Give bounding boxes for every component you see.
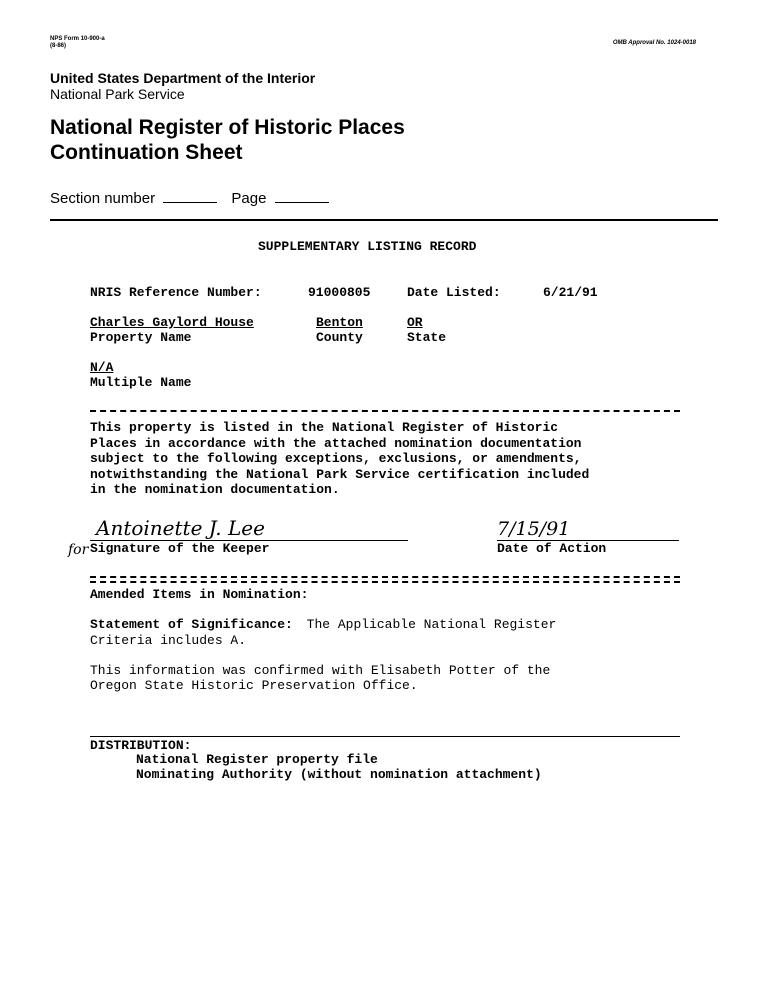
signature-prefix: for	[68, 542, 89, 558]
double-dashed-divider	[90, 576, 680, 583]
statement-line: in the nomination documentation.	[90, 482, 340, 497]
distribution-item: National Register property file	[136, 752, 378, 767]
info-line-1: This information was confirmed with Elisabeth Potter of the	[90, 663, 551, 678]
info-line-2: Oregon State Historic Preservation Office.	[90, 678, 418, 693]
date-listed-value: 6/21/91	[543, 285, 598, 300]
state-value: OR	[407, 315, 423, 330]
amended-heading: Amended Items in Nomination:	[90, 587, 309, 602]
omb-approval: OMB Approval No. 1024-0018	[612, 40, 696, 46]
nris-label: NRIS Reference Number:	[90, 285, 262, 300]
dashed-divider	[90, 410, 680, 412]
date-of-action-label: Date of Action	[497, 541, 607, 556]
significance-line-1	[90, 617, 556, 633]
section-number-blank	[163, 190, 217, 203]
county-value: Benton	[316, 315, 363, 330]
form-number-text: NPS Form 10-900-a	[50, 36, 105, 42]
statement-line: Places in accordance with the attached nomination documentation	[90, 435, 582, 451]
listing-statement	[90, 420, 589, 498]
record-heading: SUPPLEMENTARY LISTING RECORD	[258, 239, 477, 254]
date-of-action-handwritten: 7/15/91	[497, 518, 571, 540]
distribution-item: Nominating Authority (without nomination attachment)	[136, 767, 542, 782]
form-number	[50, 36, 105, 50]
significance-line-2: Criteria includes A.	[90, 633, 247, 648]
statement-line: notwithstanding the National Park Service certification included	[90, 466, 590, 482]
multiple-name-value: N/A	[90, 360, 114, 375]
service-name: National Park Service	[50, 86, 185, 102]
document-title: National Register of Historic Places	[50, 116, 405, 139]
signature-label: Signature of the Keeper	[90, 541, 270, 556]
multiple-name-label: Multiple Name	[90, 375, 192, 390]
department-name: United States Department of the Interior	[50, 70, 316, 86]
property-name-value: Charles Gaylord House	[90, 315, 254, 330]
page-number-blank	[275, 190, 329, 203]
statement-line: subject to the following exceptions, exclusions, or amendments,	[90, 451, 582, 466]
document-subtitle: Continuation Sheet	[50, 141, 243, 164]
significance-label: Statement of Significance:	[90, 617, 293, 632]
section-number-label: Section number	[50, 190, 156, 207]
significance-text: The Applicable National Register	[306, 617, 557, 632]
state-label: State	[407, 330, 447, 345]
date-listed-label: Date Listed:	[407, 285, 501, 300]
section-page-line	[50, 190, 329, 207]
keeper-signature: Antoinette J. Lee	[96, 516, 265, 540]
distribution-divider	[90, 736, 680, 737]
form-revision-text: (8-86)	[50, 43, 67, 49]
page-label: Page	[231, 190, 267, 207]
county-label: County	[316, 330, 363, 345]
statement-line: This property is listed in the National Register of Historic	[90, 420, 559, 435]
distribution-heading: DISTRIBUTION:	[90, 738, 192, 753]
header-divider	[50, 219, 718, 221]
property-name-label: Property Name	[90, 330, 192, 345]
nris-value: 91000805	[308, 285, 371, 300]
